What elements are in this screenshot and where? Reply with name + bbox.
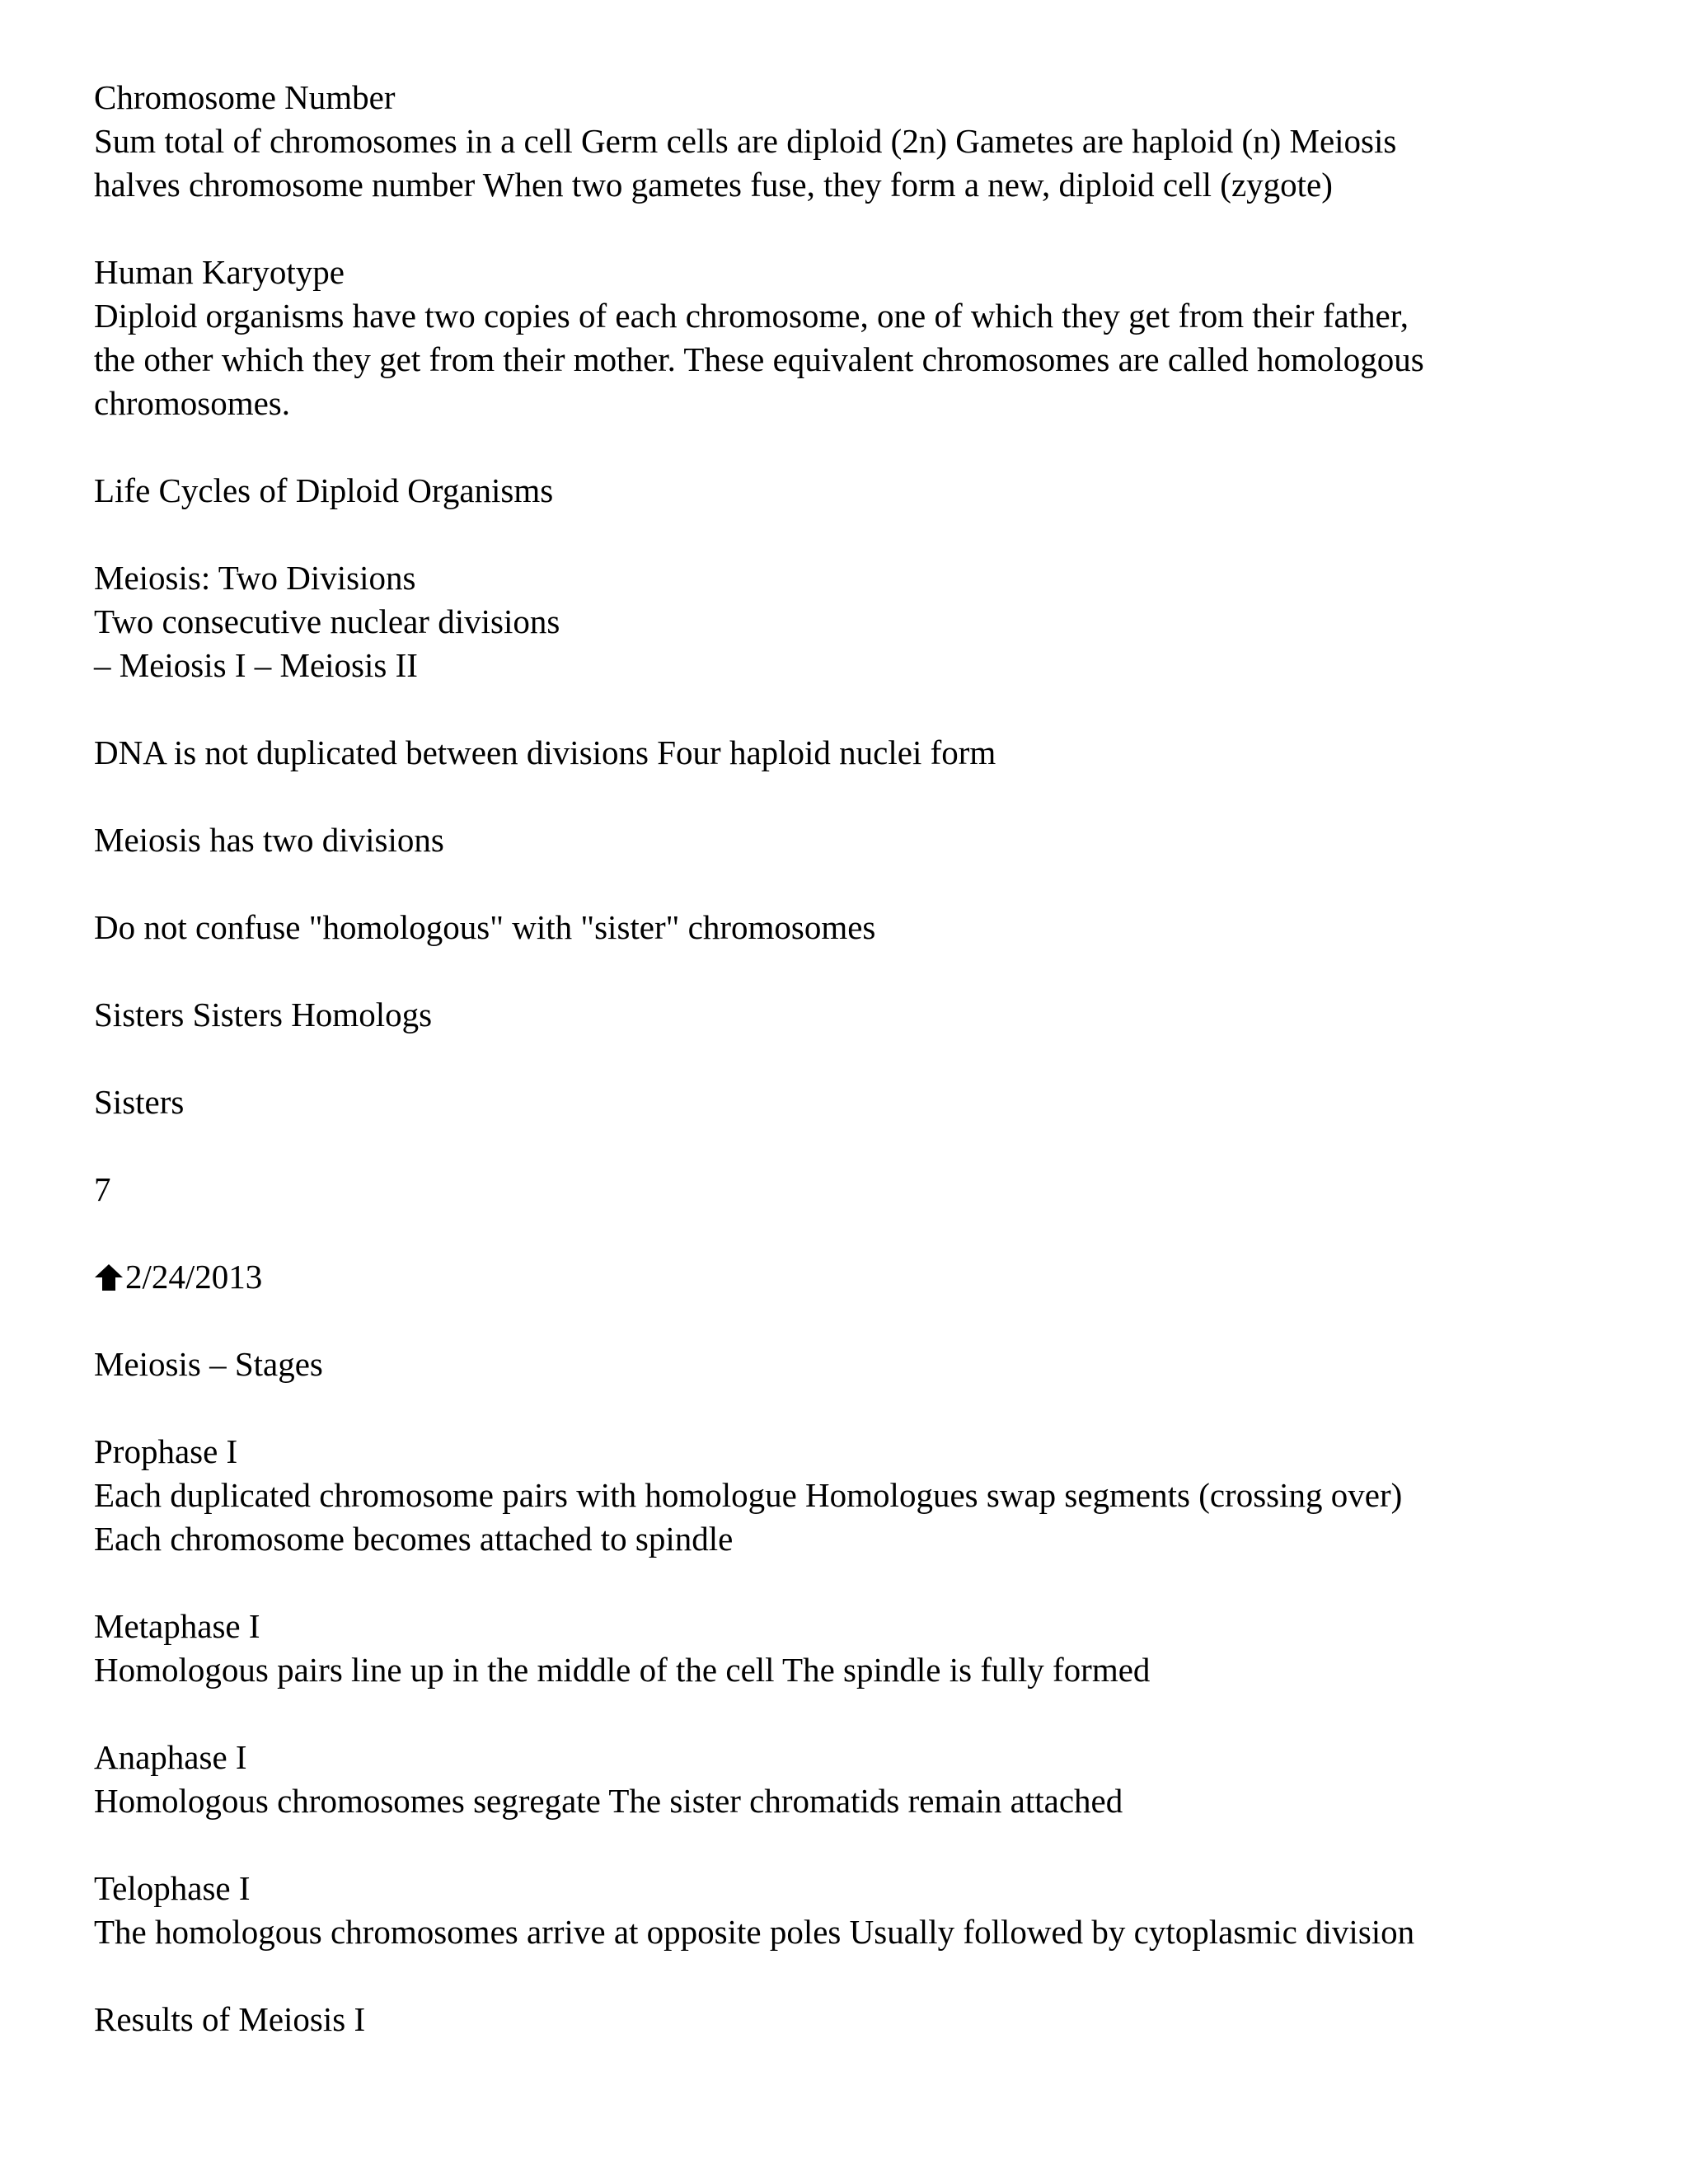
date-line [94, 1255, 1619, 1299]
paragraph-line: Do not confuse "homologous" with "sister" chromosomes [94, 908, 876, 946]
figure-label: Sisters [94, 1083, 185, 1121]
metaphase-i-section [94, 1605, 1619, 1692]
paragraph-line: chromosomes. [94, 384, 290, 422]
date-block [94, 1255, 1619, 1299]
section-heading: Prophase I [94, 1432, 238, 1470]
human-karyotype-section [94, 251, 1619, 425]
meiosis-two-divisions-section [94, 556, 1619, 687]
sisters-label [94, 1080, 1619, 1124]
paragraph-line: Two consecutive nuclear divisions [94, 602, 560, 640]
paragraph-line: Diploid organisms have two copies of each chromosome, one of which they get from their father, [94, 297, 1409, 335]
section-heading: Life Cycles of Diploid Organisms [94, 471, 554, 509]
paragraph-line: Each duplicated chromosome pairs with homologue Homologues swap segments (crossing over) [94, 1476, 1403, 1514]
up-arrow-icon [94, 1255, 124, 1299]
paragraph-line: The homologous chromosomes arrive at opposite poles Usually followed by cytoplasmic division [94, 1913, 1415, 1951]
figure-label: Sisters Sisters Homologs [94, 996, 433, 1033]
prophase-i-section [94, 1430, 1619, 1561]
section-heading: Anaphase I [94, 1738, 247, 1776]
section-heading: Metaphase I [94, 1607, 260, 1645]
section-heading: Results of Meiosis I [94, 2000, 366, 2038]
results-meiosis-i-section [94, 1998, 1619, 2041]
chromosome-number-section [94, 76, 1619, 207]
life-cycles-section [94, 469, 1619, 513]
document-page [94, 76, 1619, 2085]
page-number: 7 [94, 1170, 111, 1208]
paragraph-line: Homologous pairs line up in the middle of the cell The spindle is fully formed [94, 1651, 1151, 1689]
paragraph-line: Meiosis has two divisions [94, 821, 444, 859]
sisters-homologs-labels [94, 993, 1619, 1037]
paragraph-line: the other which they get from their mother. These equivalent chromosomes are called homologous [94, 340, 1424, 378]
section-heading: Meiosis – Stages [94, 1345, 323, 1383]
section-heading: Meiosis: Two Divisions [94, 559, 416, 597]
telophase-i-section [94, 1867, 1619, 1954]
anaphase-i-section [94, 1736, 1619, 1823]
paragraph-line: Each chromosome becomes attached to spindle [94, 1520, 734, 1558]
dna-not-duplicated-section [94, 731, 1619, 775]
section-heading: Human Karyotype [94, 253, 345, 291]
paragraph-line: – Meiosis I – Meiosis II [94, 646, 418, 684]
section-heading: Chromosome Number [94, 78, 396, 116]
paragraph-line: Homologous chromosomes segregate The sister chromatids remain attached [94, 1782, 1123, 1820]
meiosis-stages-section [94, 1343, 1619, 1386]
section-heading: Telophase I [94, 1869, 251, 1907]
paragraph-line: Sum total of chromosomes in a cell Germ cells are diploid (2n) Gametes are haploid (n) Meiosis [94, 122, 1397, 160]
date-text: 2/24/2013 [125, 1258, 263, 1296]
paragraph-line: DNA is not duplicated between divisions Four haploid nuclei form [94, 733, 996, 771]
homologous-vs-sister-note [94, 906, 1619, 949]
page-number-block [94, 1168, 1619, 1212]
meiosis-two-divisions-note [94, 818, 1619, 862]
paragraph-line: halves chromosome number When two gametes fuse, they form a new, diploid cell (zygote) [94, 166, 1333, 204]
